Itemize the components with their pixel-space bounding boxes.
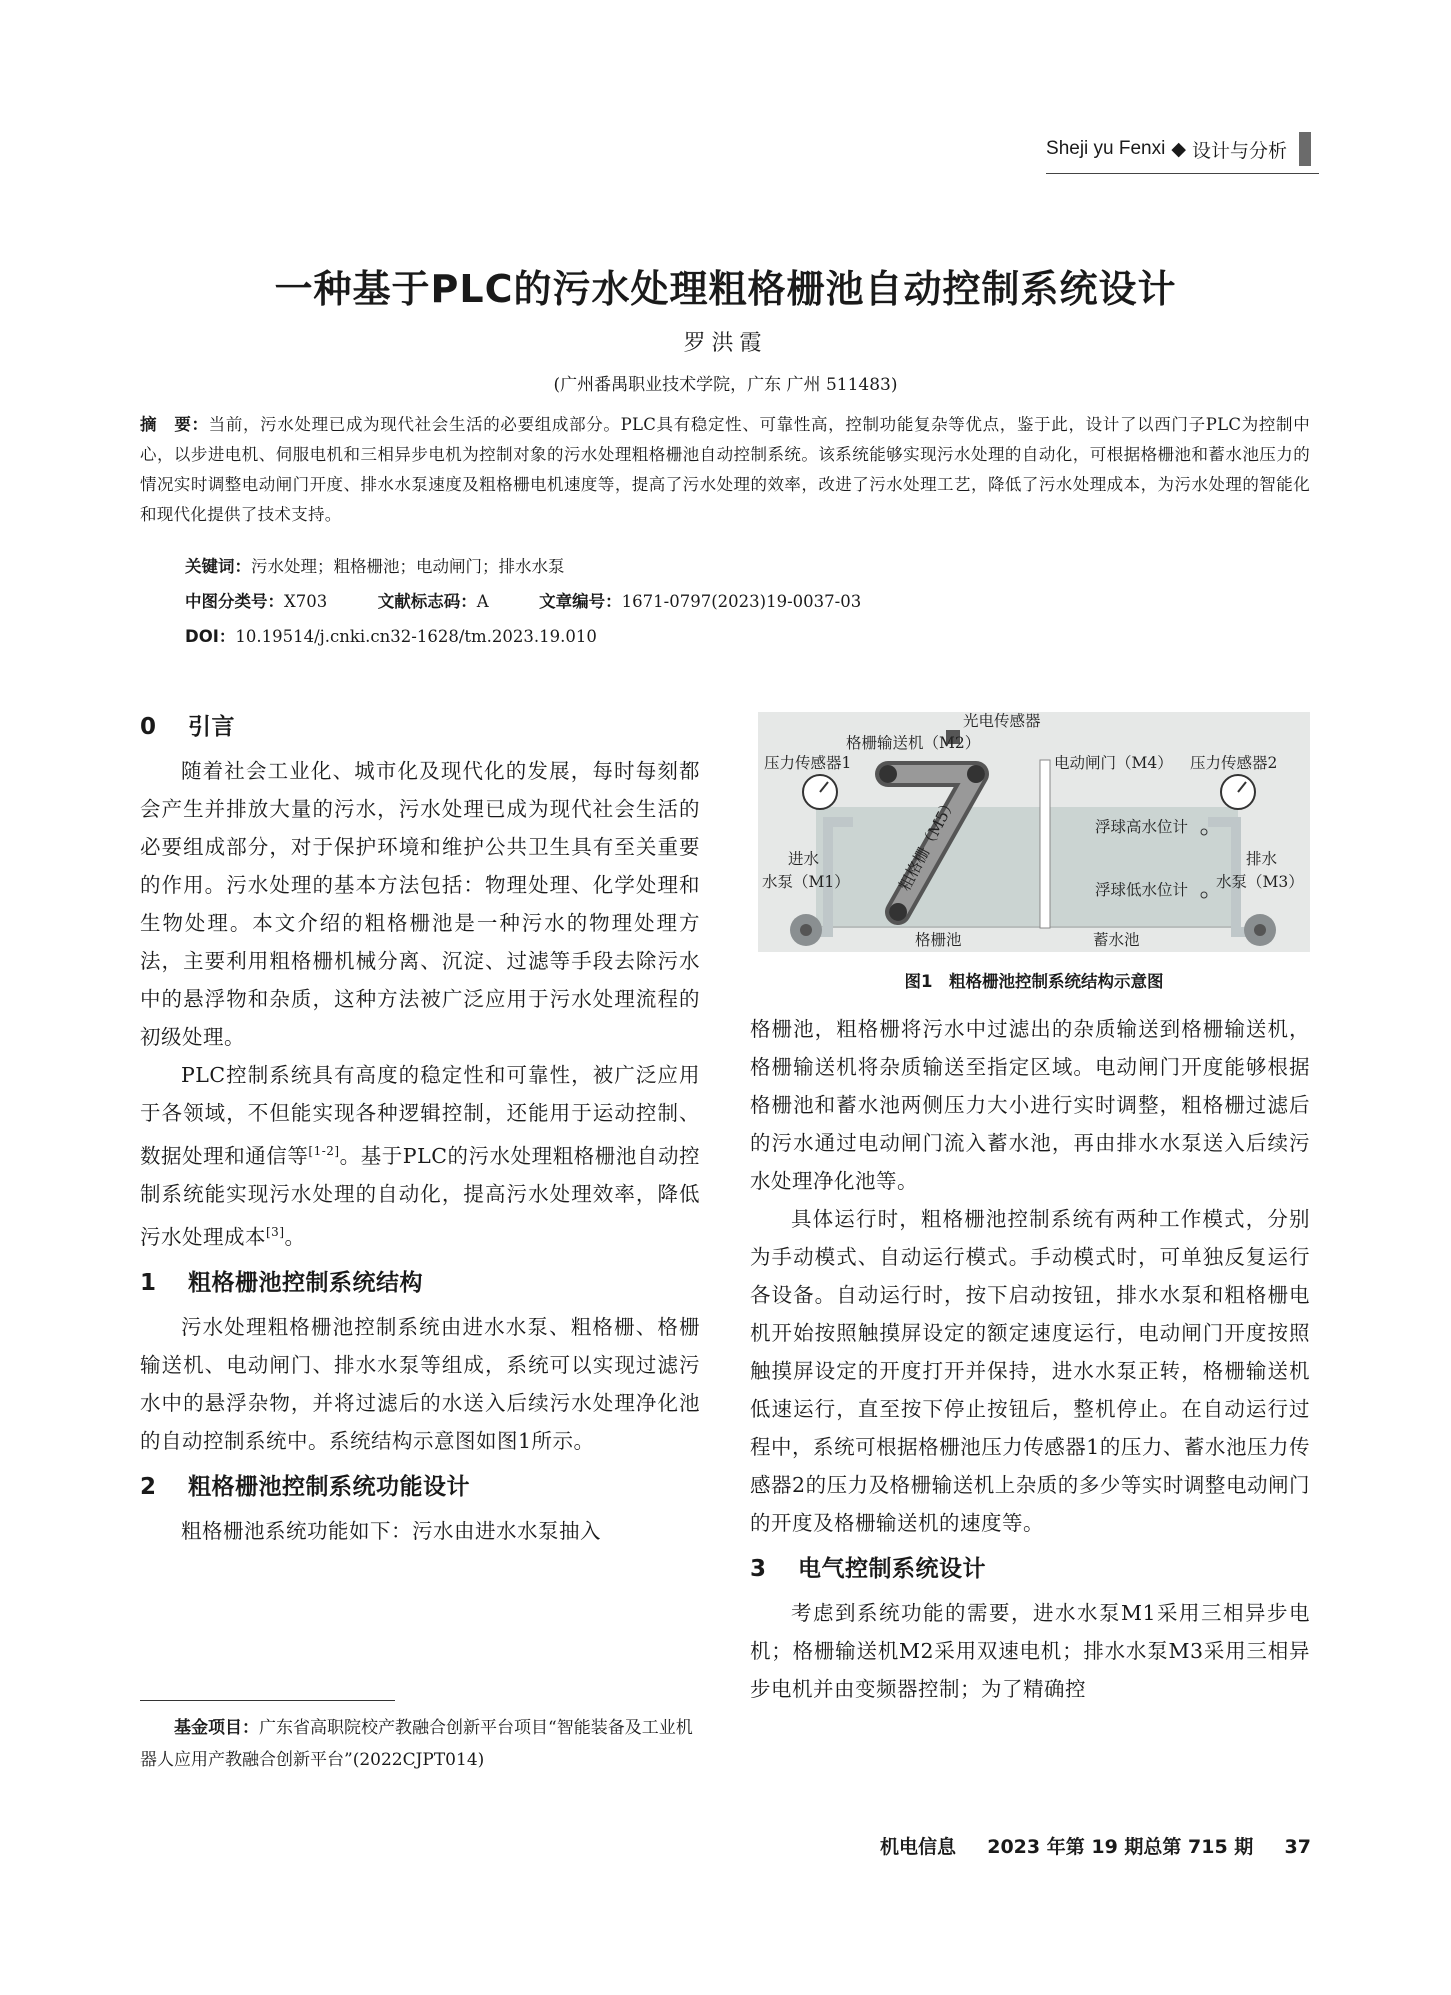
- label-outlet-pump-1: 排水: [1246, 850, 1278, 868]
- label-conveyor: 格栅输送机（M2）: [846, 734, 981, 752]
- doi-text: 10.19514/j.cnki.cn32-1628/tm.2023.19.010: [235, 627, 597, 646]
- keywords-text: 污水处理；粗格栅池；电动闸门；排水水泵: [251, 557, 565, 576]
- running-head-series: Sheji yu Fenxi: [1046, 138, 1166, 159]
- header-rule: [1046, 173, 1319, 174]
- left-column: [140, 700, 700, 1550]
- citation: [3]: [266, 1224, 285, 1239]
- citation: [1-2]: [308, 1144, 340, 1158]
- right-column: [750, 1010, 1310, 1708]
- doi: [185, 623, 597, 647]
- section-heading-0: 0 引言: [140, 714, 235, 740]
- label-low-level: 浮球低水位计: [1095, 881, 1189, 899]
- article-label: 文章编号：: [539, 592, 622, 611]
- header-bar: [1299, 132, 1311, 166]
- label-grille: 粗格栅（M5）: [895, 794, 960, 894]
- paragraph: PLC控制系统具有高度的稳定性和可靠性，被广泛应用于各领域，不但能实现各种逻辑控制，还能用于运动控制、数据处理和通信等[1-2]。基于PLC的污水处理粗格栅池自动控制系统能实现污水处理的自动化，提高污水处理效率，降低污水处理成本[3]。: [140, 1063, 700, 1249]
- abstract: [140, 410, 1310, 530]
- paragraph: 格栅池，粗格栅将污水中过滤出的杂质输送到格栅输送机，格栅输送机将杂质输送至指定区域。电动闸门开度能够根据格栅池和蓄水池两侧压力大小进行实时调整，粗格栅过滤后的污水通过电动闸门流入蓄水池，再由排水水泵送入后续污水处理净化池等。: [750, 1017, 1310, 1193]
- clc-label: 中图分类号：: [185, 592, 284, 611]
- footnote-rule: [140, 1700, 395, 1701]
- label-high-level: 浮球高水位计: [1095, 818, 1189, 836]
- paragraph: 随着社会工业化、城市化及现代化的发展，每时每刻都会产生并排放大量的污水，污水处理已成为现代社会生活的必要组成部分，对于保护环境和维护公共卫生具有至关重要的作用。污水处理的基本方法包括：物理处理、化学处理和生物处理。本文介绍的粗格栅池是一种污水的物理处理方法，主要利用粗格栅机械分离、沉淀、过滤等手段去除污水中的悬浮物和杂质，这种方法被广泛应用于污水处理流程的初级处理。: [140, 759, 700, 1049]
- label-pressure1: 压力传感器1: [764, 754, 852, 772]
- label-gate: 电动闸门（M4）: [1054, 754, 1173, 772]
- keywords: [185, 553, 565, 577]
- figure-1: [758, 712, 1310, 952]
- page-number: 37: [1284, 1836, 1311, 1858]
- page-footer: [880, 1832, 1311, 1859]
- classification: [185, 588, 861, 612]
- doi-label: DOI：: [185, 627, 236, 646]
- paragraph: 污水处理粗格栅池控制系统由进水水泵、粗格栅、格栅输送机、电动闸门、排水水泵等组成，系统可以实现过滤污水中的悬浮杂物，并将过滤后的水送入后续污水处理净化池的自动控制系统中。系统结构示意图如图1所示。: [140, 1314, 700, 1453]
- issue-info: 2023 年第 19 期总第 715 期: [987, 1836, 1254, 1858]
- label-outlet-pump-2: 水泵（M3）: [1216, 873, 1304, 891]
- keywords-label: 关键词：: [185, 557, 251, 576]
- abstract-label: 摘 要：: [140, 415, 209, 434]
- paragraph: 具体运行时，粗格栅池控制系统有两种工作模式，分别为手动模式、自动运行模式。手动模式时，可单独反复运行各设备。自动运行时，按下启动按钮，排水水泵和粗格栅电机开始按照触摸屏设定的额定速度运行，电动闸门开度按照触摸屏设定的开度打开并保持，进水水泵正转，格栅输送机低速运行，直至按下停止按钮后，整机停止。在自动运行过程中，系统可根据格栅池压力传感器1的压力、蓄水池压力传感器2的压力及格栅输送机上杂质的多少等实时调整电动闸门的开度及格栅输送机的速度等。: [750, 1207, 1310, 1535]
- section-heading-1: 1 粗格栅池控制系统结构: [140, 1269, 423, 1296]
- section-heading-2: 2 粗格栅池控制系统功能设计: [140, 1473, 470, 1500]
- doccode-value: A: [476, 592, 489, 611]
- gate-shape: [1040, 760, 1050, 928]
- label-grille-tank: 格栅池: [915, 931, 962, 949]
- figure-diagram: [758, 712, 1310, 952]
- section-heading-3: 3 电气控制系统设计: [750, 1556, 986, 1582]
- journal-name: 机电信息: [879, 1836, 956, 1858]
- running-head: [1046, 132, 1311, 166]
- diamond-icon: ◆: [1171, 138, 1186, 160]
- paragraph: 粗格栅池系统功能如下：污水由进水水泵抽入: [181, 1518, 601, 1543]
- label-inlet-pump-2: 水泵（M1）: [762, 873, 850, 891]
- paragraph: 考虑到系统功能的需要，进水水泵M1采用三相异步电机；格栅输送机M2采用双速电机；排水水泵M3采用三相异步电机并由变频器控制；为了精确控: [750, 1601, 1310, 1701]
- footnote: [140, 1712, 700, 1776]
- paper-title: 一种基于PLC的污水处理粗格栅池自动控制系统设计: [274, 267, 1177, 311]
- label-photo-sensor: 光电传感器: [963, 712, 1041, 730]
- clc-value: X703: [284, 592, 328, 611]
- author: 罗洪霞: [683, 331, 768, 356]
- footnote-text: 广东省高职院校产教融合创新平台项目“智能装备及工业机器人应用产教融合创新平台”(2022CJPT014): [140, 1718, 693, 1770]
- article-value: 1671-0797(2023)19-0037-03: [621, 592, 862, 611]
- footnote-label: 基金项目：: [174, 1718, 259, 1738]
- figure-caption: 图1 粗格栅池控制系统结构示意图: [904, 972, 1164, 991]
- label-storage-tank: 蓄水池: [1093, 931, 1140, 949]
- abstract-text: 当前，污水处理已成为现代社会生活的必要组成部分。PLC具有稳定性、可靠性高，控制功能复杂等优点，鉴于此，设计了以西门子PLC为控制中心，以步进电机、伺服电机和三相异步电机为控制对象的污水处理粗格栅池自动控制系统。该系统能够实现污水处理的自动化，可根据格栅池和蓄水池压力的情况实时调整电动闸门开度、排水水泵速度及粗格栅电机速度等，提高了污水处理的效率，改进了污水处理工艺，降低了污水处理成本，为污水处理的智能化和现代化提供了技术支持。: [140, 415, 1310, 524]
- label-pressure2: 压力传感器2: [1190, 754, 1278, 772]
- doccode-label: 文献标志码：: [377, 592, 477, 611]
- affiliation: (广州番禺职业技术学院，广东 广州 511483): [553, 375, 898, 395]
- running-head-section: 设计与分析: [1191, 139, 1287, 162]
- label-inlet-pump-1: 进水: [788, 850, 820, 868]
